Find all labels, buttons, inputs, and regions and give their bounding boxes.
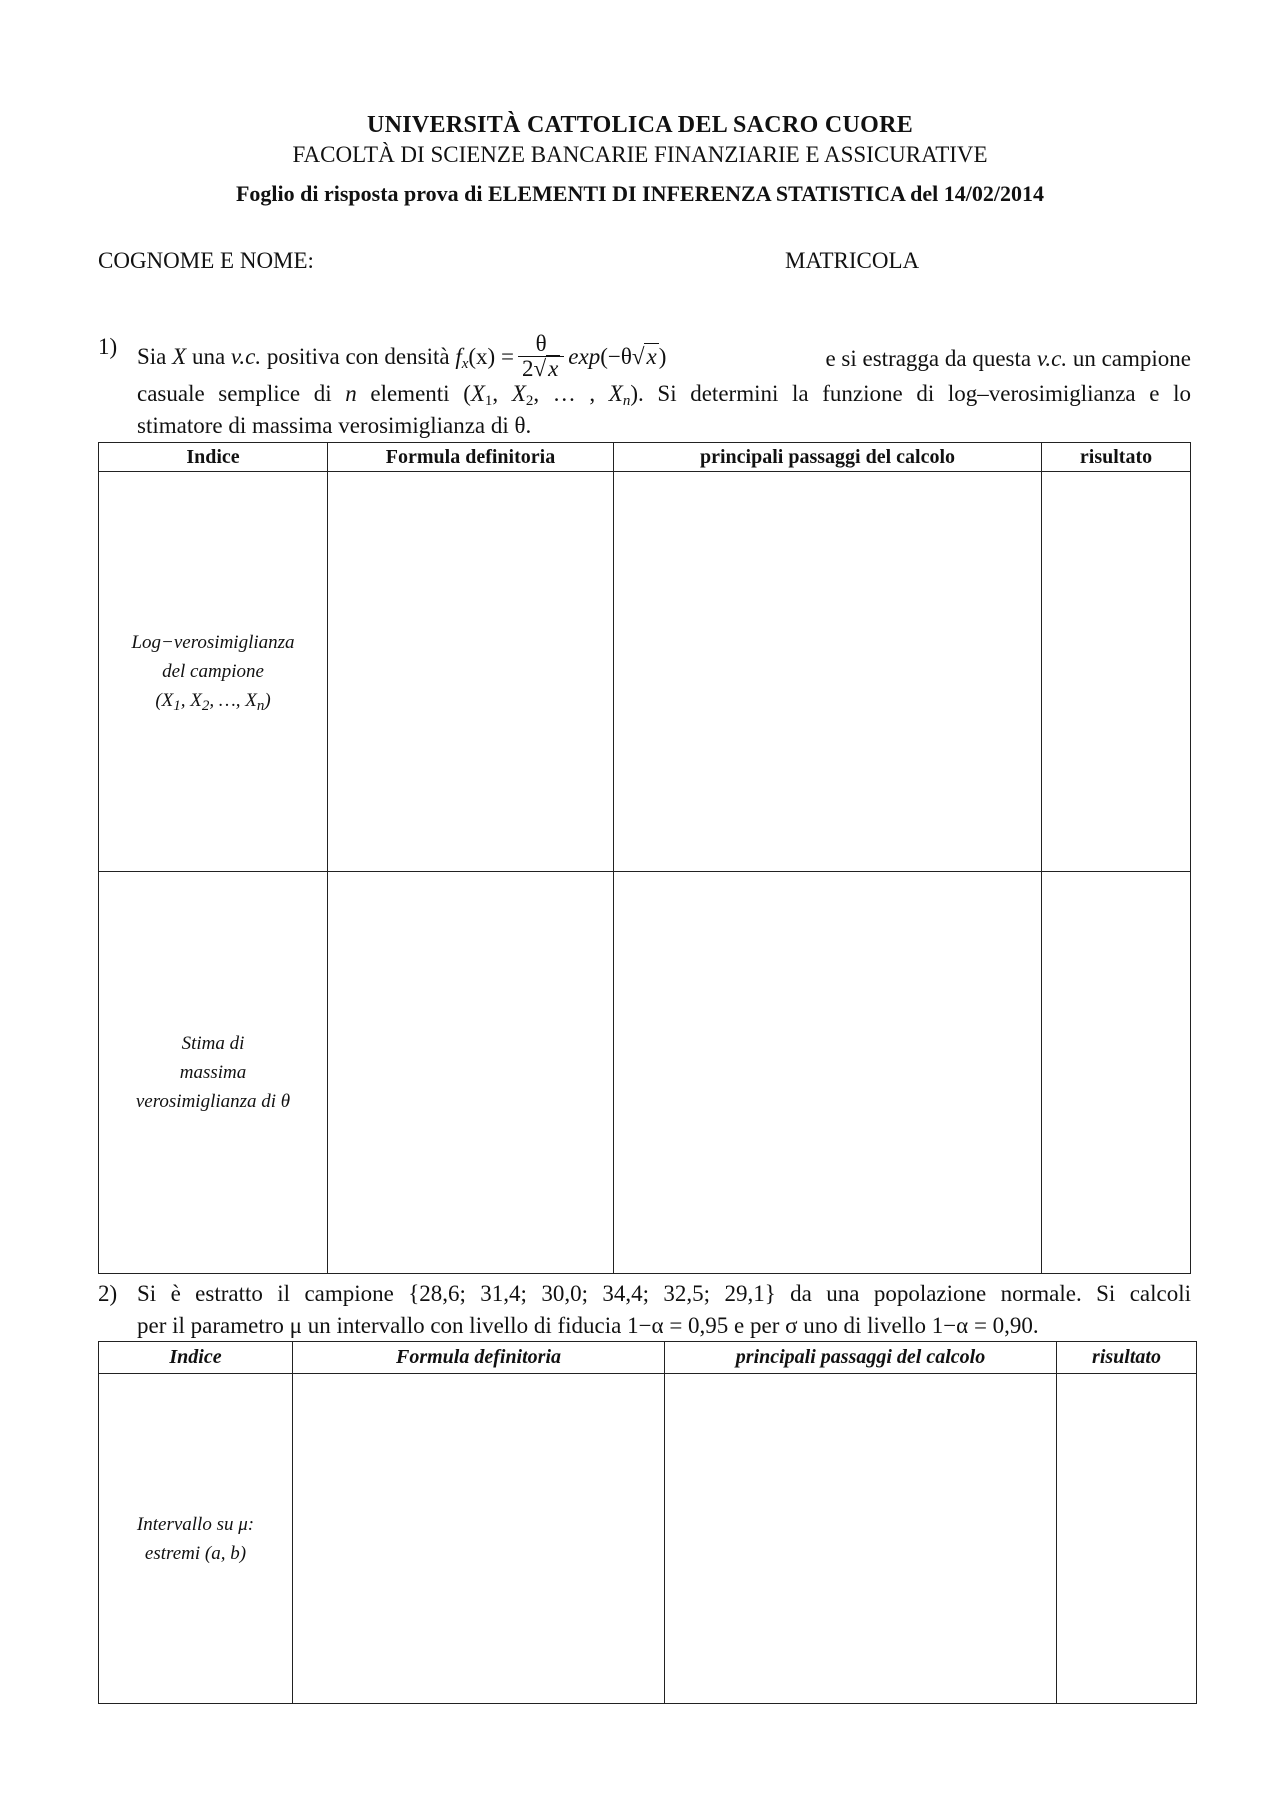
question-2-line-2: per il parametro μ un intervallo con livello di fiducia 1−α = 0,95 e per σ uno di livello 1−α = 0,90.	[137, 1313, 1039, 1338]
question-1-line-2: casuale semplice di n elementi ($X_1$, $X_2$, … , $X_n$). Si determini la funzione di log–verosimiglianza e lo	[137, 381, 1192, 409]
table-1-header-formula: Formula definitoria	[328, 443, 614, 472]
answer-cell-risultato[interactable]	[1042, 472, 1191, 872]
question-1-number: 1)	[98, 334, 118, 359]
q1-intro-end: e si estragga da questa v.c. un campione	[825, 345, 1191, 371]
answer-cell-passaggi[interactable]	[614, 472, 1042, 872]
table-2-row-interval-mu	[99, 1374, 1197, 1704]
answer-cell-passaggi[interactable]	[665, 1374, 1057, 1704]
answer-cell-formula[interactable]	[293, 1374, 665, 1704]
table-1-header-indice: Indice	[99, 443, 328, 472]
q1-intro: Sia X una v.c. positiva con densità $f_x(x)$ = $\frac{\theta}{2√x}$ exp(−θ√x)	[137, 331, 667, 381]
table-1-row-log-likelihood	[99, 472, 1191, 872]
question-1-line-1	[137, 331, 1191, 383]
row-label-mle: Stima di massima verosimiglianza di θ	[99, 872, 328, 1274]
table-1-row-mle	[99, 872, 1191, 1274]
question-2-number: 2)	[98, 1281, 118, 1306]
table-2-header-risultato: risultato	[1057, 1342, 1197, 1374]
answer-cell-formula[interactable]	[328, 872, 614, 1274]
table-2-header-formula: Formula definitoria	[293, 1342, 665, 1374]
answer-cell-formula[interactable]	[328, 472, 614, 872]
id-field-label: MATRICOLA	[785, 248, 920, 273]
question-2-line-1: Si è estratto il campione {28,6; 31,4; 30,0; 34,4; 32,5; 29,1} da una popolazione normale. Si calcoli	[137, 1281, 1191, 1306]
table-1-header-row	[99, 443, 1191, 472]
sheet-title: Foglio di risposta prova di ELEMENTI DI INFERENZA STATISTICA del 14/02/2014	[235, 181, 1045, 206]
table-1-header-risultato: risultato	[1042, 443, 1191, 472]
row-label-interval-mu: Intervallo su μ: estremi (a, b)	[99, 1374, 293, 1704]
name-field-label: COGNOME E NOME:	[98, 248, 314, 273]
table-1-header-passaggi: principali passaggi del calcolo	[614, 443, 1042, 472]
answer-cell-risultato[interactable]	[1042, 872, 1191, 1274]
faculty-name: FACOLTÀ DI SCIENZE BANCARIE FINANZIARIE E ASSICURATIVE	[292, 142, 988, 167]
table-2-header-passaggi: principali passaggi del calcolo	[665, 1342, 1057, 1374]
row-label-log-likelihood: Log−verosimiglianza del campione ($X_1$, $X_2$, …, $X_n$)	[99, 472, 328, 872]
answer-table-2	[98, 1341, 1197, 1704]
table-2-header-indice: Indice	[99, 1342, 293, 1374]
answer-cell-risultato[interactable]	[1057, 1374, 1197, 1704]
question-1-line-3: stimatore di massima verosimiglianza di θ.	[137, 413, 532, 438]
answer-table-1	[98, 442, 1191, 1274]
university-name: UNIVERSITÀ CATTOLICA DEL SACRO CUORE	[366, 112, 914, 138]
answer-cell-passaggi[interactable]	[614, 872, 1042, 1274]
table-2-header-row	[99, 1342, 1197, 1374]
density-fraction: $\frac{\theta}{2√x}$	[518, 332, 564, 381]
